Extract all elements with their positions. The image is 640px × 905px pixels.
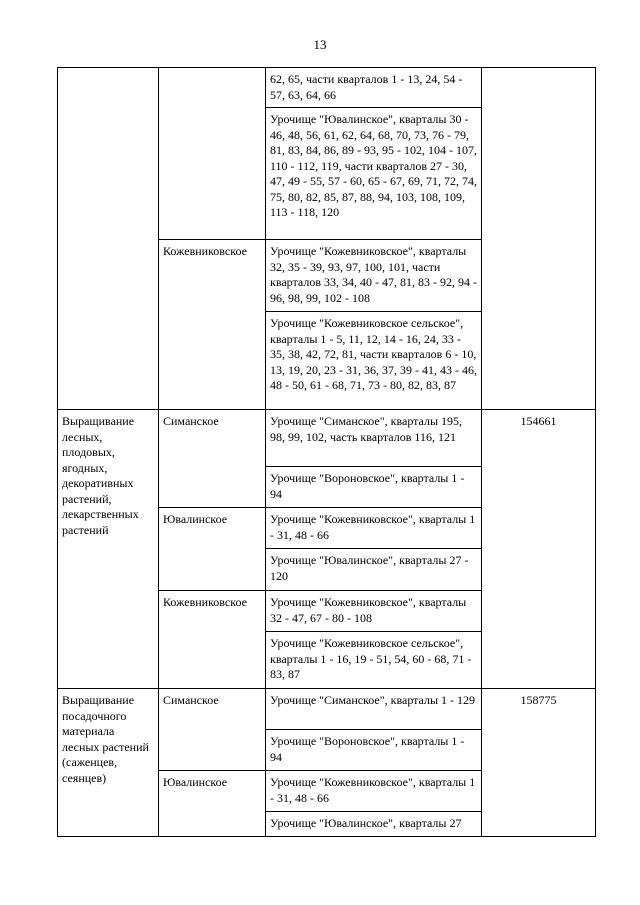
area-cell: 158775 bbox=[482, 689, 596, 837]
location-cell: Урочище "Кожевниковское", кварталы 1 - 31, 48 - 66 bbox=[266, 508, 482, 549]
location-cell: Урочище "Кожевниковское сельское", кварталы 1 - 16, 19 - 51, 54, 60 - 68, 71 - 83, 87 bbox=[266, 632, 482, 689]
location-cell: Урочище "Ювалинское", кварталы 27 bbox=[266, 812, 482, 837]
forestry-cell: Симанское bbox=[159, 689, 266, 771]
location-cell: Урочище "Ювалинское", кварталы 27 - 120 bbox=[266, 549, 482, 591]
page-number: 13 bbox=[313, 37, 327, 52]
table-row bbox=[58, 689, 596, 730]
location-cell: Урочище "Кожевниковское", кварталы 32, 35 - 39, 93, 97, 100, 101, части кварталов 33, 34, 40 - 47, 81, 83 - 92, 94 - 96, 98, 99, 102 - 108 bbox=[266, 240, 482, 312]
forestry-cell: Ювалинское bbox=[159, 508, 266, 591]
location-cell: 62, 65, части кварталов 1 - 13, 24, 54 - 57, 63, 64, 66 bbox=[266, 68, 482, 108]
use-type-cell: Выращивание лесных, плодовых, ягодных, декоративных растений, лекарственных растений bbox=[58, 410, 159, 689]
location-cell: Урочище "Ювалинское", кварталы 30 - 46, 48, 56, 61, 62, 64, 68, 70, 73, 76 - 79, 81, 83, 84, 86, 89 - 93, 95 - 102, 104 - 107, 110 - 112, 119, части кварталов 27 - 30, 47, 49 - 55, 57 - 60, 65 - 67, 69, 71, 72, 74, 75, 80, 82, 85, 87, 88, 94, 103, 108, 109, 113 - 118, 120 bbox=[266, 108, 482, 240]
location-cell: Урочище "Кожевниковское", кварталы 1 - 31, 48 - 66 bbox=[266, 771, 482, 812]
area-cell bbox=[482, 68, 596, 410]
forest-use-table bbox=[57, 67, 596, 837]
forestry-cell: Ювалинское bbox=[159, 771, 266, 837]
use-type-cell bbox=[58, 68, 159, 410]
area-cell: 154661 bbox=[482, 410, 596, 689]
table-row bbox=[58, 410, 596, 467]
forestry-cell: Кожевниковское bbox=[159, 591, 266, 689]
location-cell: Урочище "Симанское", кварталы 195, 98, 99, 102, часть кварталов 116, 121 bbox=[266, 410, 482, 467]
location-cell: Урочище "Кожевниковское сельское", кварталы 1 - 5, 11, 12, 14 - 16, 24, 33 - 35, 38, 42, 72, 81, части кварталов 6 - 10, 13, 19, 20, 23 - 31, 36, 37, 39 - 41, 43 - 46, 48 - 50, 61 - 68, 71, 73 - 80, 82, 83, 87 bbox=[266, 312, 482, 410]
location-cell: Урочище "Кожевниковское", кварталы 32 - 47, 67 - 80 - 108 bbox=[266, 591, 482, 632]
location-cell: Урочище "Вороновское", кварталы 1 - 94 bbox=[266, 467, 482, 508]
forestry-cell: Кожевниковское bbox=[159, 240, 266, 410]
table-row bbox=[58, 68, 596, 108]
forestry-cell: Симанское bbox=[159, 410, 266, 508]
forestry-cell bbox=[159, 68, 266, 240]
location-cell: Урочище "Симанское", кварталы 1 - 129 bbox=[266, 689, 482, 730]
location-cell: Урочище "Вороновское", кварталы 1 - 94 bbox=[266, 730, 482, 771]
use-type-cell: Выращивание посадочного материала лесных растений (саженцев, сеянцев) bbox=[58, 689, 159, 837]
